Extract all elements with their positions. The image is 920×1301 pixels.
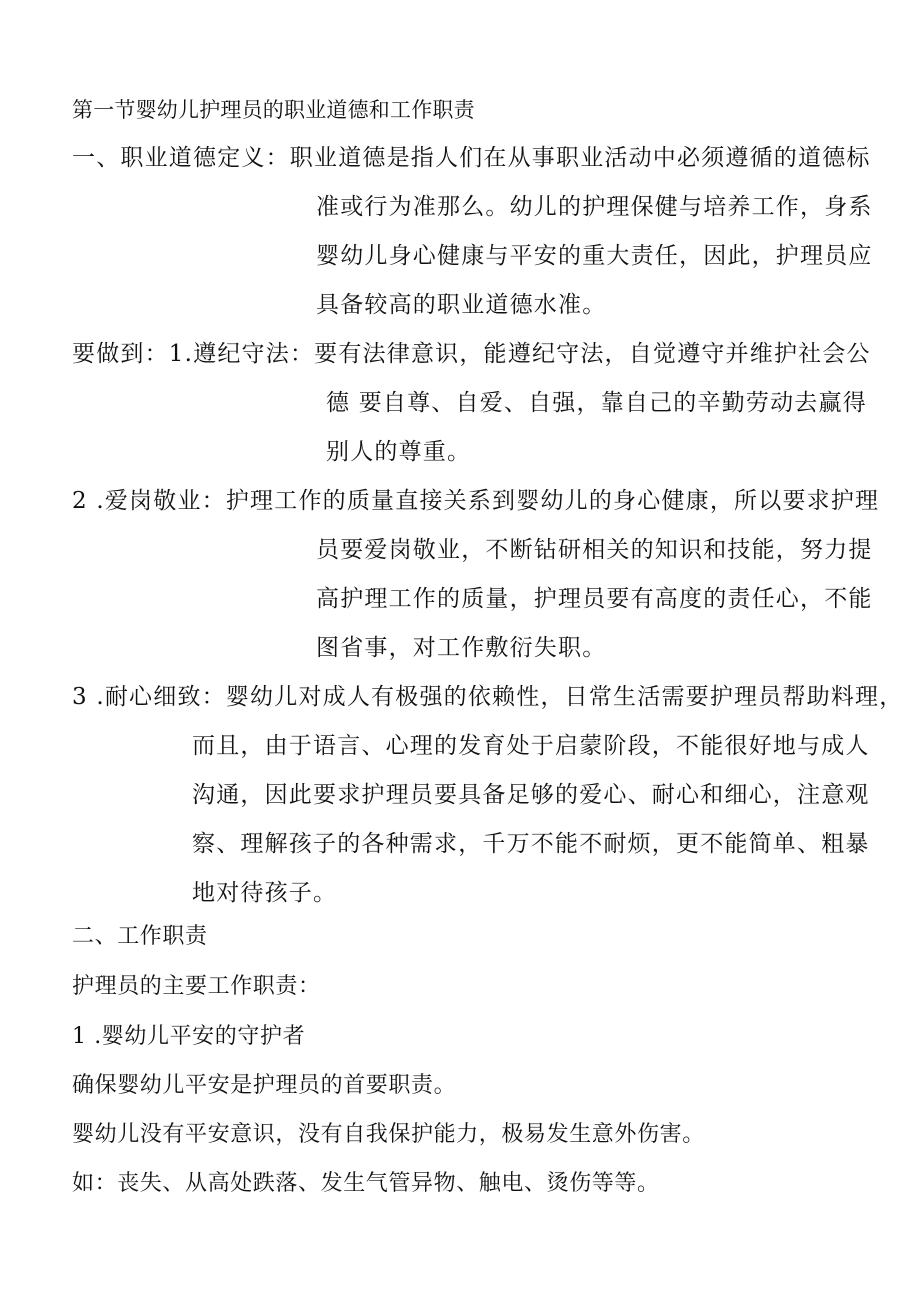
item-2-line-3: 高护理工作的质量，护理员要有高度的责任心，不能 <box>316 586 873 612</box>
item-3-line-1: 3 .耐心细致：婴幼儿对成人有极强的依赖性，日常生活需要护理员帮助料理， <box>72 684 904 710</box>
item-1-line-3: 别人的尊重。 <box>326 439 472 465</box>
definition-line-3: 婴幼儿身心健康与平安的重大责任，因此，护理员应 <box>316 243 873 269</box>
duties-intro: 护理员的主要工作职责： <box>72 974 321 999</box>
duty-line-3: 如：丧失、从高处跌落、发生气管异物、触电、烫伤等等。 <box>72 1171 660 1196</box>
item-3-line-3: 沟通，因此要求护理员要具备足够的爱心、耐心和细心，注意观 <box>192 782 870 808</box>
item-2-line-1: 2 .爱岗敬业：护理工作的质量直接关系到婴幼儿的身心健康，所以要求护理 <box>72 488 880 514</box>
item-1-line-1: 要做到：1.遵纪守法：要有法律意识，能遵纪守法，自觉遵守并维护社会公 <box>72 341 871 367</box>
item-1-line-2: 德 要自尊、自爱、自强，靠自己的辛勤劳动去赢得 <box>326 390 867 416</box>
definition-line-2: 准或行为准那么。幼儿的护理保健与培养工作，身系 <box>316 194 873 220</box>
duty-item-1: 1 .婴幼儿平安的守护者 <box>72 1024 306 1049</box>
section-title: 第一节婴幼儿护理员的职业道德和工作职责 <box>72 98 475 122</box>
section-2-heading: 二、工作职责 <box>72 924 208 949</box>
duty-line-2: 婴幼儿没有平安意识，没有自我保护能力，极易发生意外伤害。 <box>72 1122 705 1147</box>
duty-line-1: 确保婴幼儿平安是护理员的首要职责。 <box>72 1073 457 1098</box>
definition-line-4: 具备较高的职业道德水准。 <box>316 292 607 318</box>
item-3-line-2: 而且，由于语言、心理的发育处于启蒙阶段，不能很好地与成人 <box>192 733 870 759</box>
item-3-line-5: 地对待孩子。 <box>192 880 338 906</box>
definition-line-1: 一、职业道德定义：职业道德是指人们在从事职业活动中必须遵循的道德标 <box>72 145 871 171</box>
item-2-line-2: 员要爱岗敬业，不断钻研相关的知识和技能，努力提 <box>316 537 873 563</box>
item-3-line-4: 察、理解孩子的各种需求，千万不能不耐烦，更不能简单、粗暴 <box>192 831 870 857</box>
item-2-line-4: 图省事，对工作敷衍失职。 <box>316 635 607 661</box>
